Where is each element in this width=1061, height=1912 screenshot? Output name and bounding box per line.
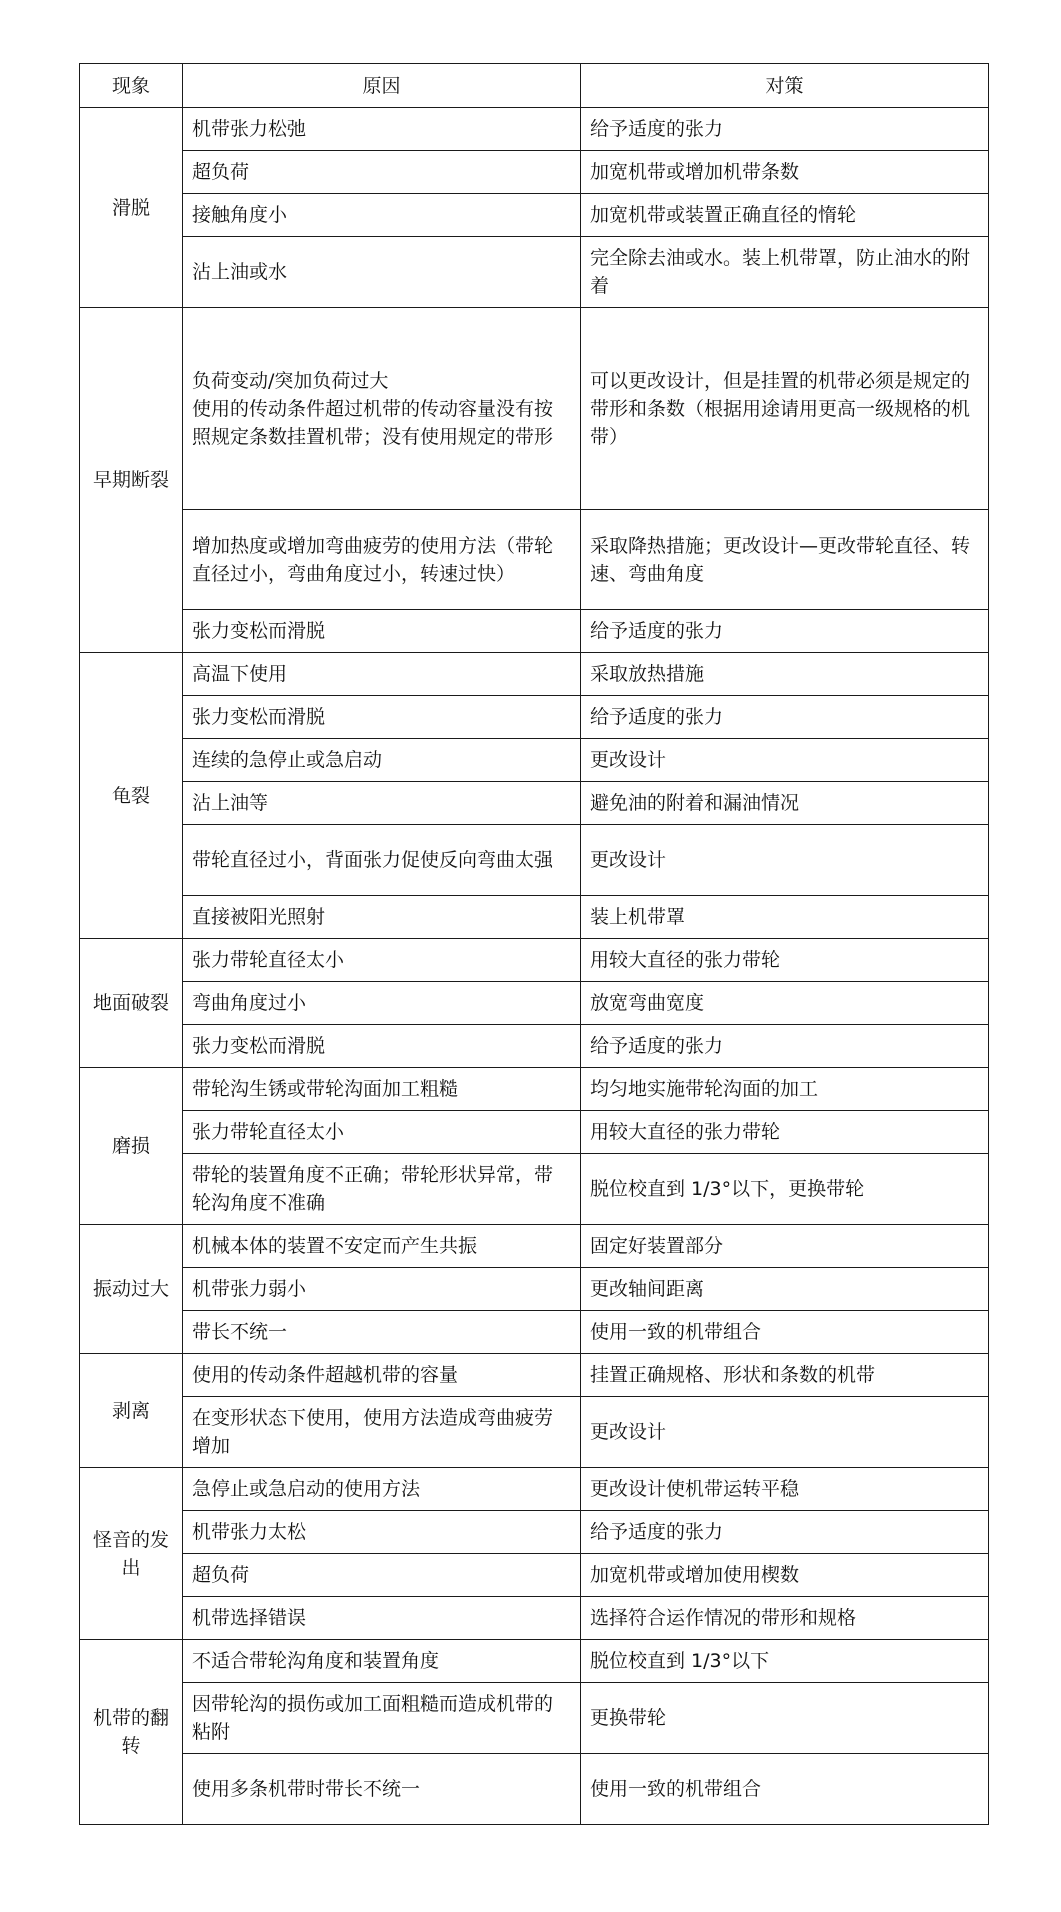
measure-cell: 给予适度的张力	[581, 1511, 989, 1554]
measure-cell: 装上机带罩	[581, 896, 989, 939]
cause-cell: 张力变松而滑脱	[183, 1025, 581, 1068]
table-row	[80, 739, 989, 782]
cause-cell: 带轮直径过小，背面张力促使反向弯曲太强	[183, 825, 581, 896]
header-cause: 原因	[183, 64, 581, 108]
phenomenon-cell: 剥离	[80, 1354, 183, 1468]
table-row	[80, 1111, 989, 1154]
measure-cell: 加宽机带或增加机带条数	[581, 151, 989, 194]
table-row	[80, 1311, 989, 1354]
measure-cell: 更改设计	[581, 1397, 989, 1468]
cause-cell: 张力变松而滑脱	[183, 696, 581, 739]
cause-cell: 弯曲角度过小	[183, 982, 581, 1025]
cause-cell: 带轮的装置角度不正确；带轮形状异常，带轮沟角度不准确	[183, 1154, 581, 1225]
measure-cell: 固定好装置部分	[581, 1225, 989, 1268]
table-row	[80, 982, 989, 1025]
cause-cell: 机带选择错误	[183, 1597, 581, 1640]
phenomenon-cell: 地面破裂	[80, 939, 183, 1068]
measure-cell: 给予适度的张力	[581, 610, 989, 653]
measure-cell: 用较大直径的张力带轮	[581, 939, 989, 982]
phenomenon-cell: 早期断裂	[80, 308, 183, 653]
table-row	[80, 939, 989, 982]
measure-cell: 挂置正确规格、形状和条数的机带	[581, 1354, 989, 1397]
phenomenon-cell: 怪音的发出	[80, 1468, 183, 1640]
measure-cell: 更改设计	[581, 739, 989, 782]
table-row	[80, 1225, 989, 1268]
measure-cell: 避免油的附着和漏油情况	[581, 782, 989, 825]
table-row	[80, 1683, 989, 1754]
cause-cell: 张力带轮直径太小	[183, 1111, 581, 1154]
phenomenon-cell: 振动过大	[80, 1225, 183, 1354]
measure-cell: 给予适度的张力	[581, 108, 989, 151]
table-row	[80, 1397, 989, 1468]
cause-cell: 使用的传动条件超越机带的容量	[183, 1354, 581, 1397]
header-phenomenon: 现象	[80, 64, 183, 108]
phenomenon-cell: 磨损	[80, 1068, 183, 1225]
cause-cell: 超负荷	[183, 1554, 581, 1597]
measure-cell: 完全除去油或水。装上机带罩，防止油水的附着	[581, 237, 989, 308]
cause-cell: 沾上油等	[183, 782, 581, 825]
cause-cell: 增加热度或增加弯曲疲劳的使用方法（带轮直径过小，弯曲角度过小，转速过快）	[183, 510, 581, 610]
measure-cell: 脱位校直到 1/3°以下，更换带轮	[581, 1154, 989, 1225]
troubleshooting-table	[79, 63, 989, 1825]
table-row	[80, 782, 989, 825]
header-measure: 对策	[581, 64, 989, 108]
measure-cell: 采取降热措施；更改设计—更改带轮直径、转速、弯曲角度	[581, 510, 989, 610]
table-row	[80, 151, 989, 194]
phenomenon-cell: 龟裂	[80, 653, 183, 939]
table-row	[80, 1554, 989, 1597]
cause-cell: 高温下使用	[183, 653, 581, 696]
measure-cell: 使用一致的机带组合	[581, 1754, 989, 1825]
table-row	[80, 510, 989, 610]
cause-cell: 机械本体的装置不安定而产生共振	[183, 1225, 581, 1268]
cause-cell: 连续的急停止或急启动	[183, 739, 581, 782]
document-page	[79, 63, 988, 1825]
cause-cell: 在变形状态下使用，使用方法造成弯曲疲劳增加	[183, 1397, 581, 1468]
measure-cell: 脱位校直到 1/3°以下	[581, 1640, 989, 1683]
measure-cell: 给予适度的张力	[581, 696, 989, 739]
table-header-row	[80, 64, 989, 108]
table-row	[80, 1468, 989, 1511]
cause-cell: 张力带轮直径太小	[183, 939, 581, 982]
table-row	[80, 825, 989, 896]
measure-cell: 更改设计	[581, 825, 989, 896]
table-row	[80, 194, 989, 237]
cause-cell: 带轮沟生锈或带轮沟面加工粗糙	[183, 1068, 581, 1111]
table-row	[80, 237, 989, 308]
table-row	[80, 308, 989, 510]
measure-cell: 选择符合运作情况的带形和规格	[581, 1597, 989, 1640]
table-row	[80, 653, 989, 696]
measure-cell: 给予适度的张力	[581, 1025, 989, 1068]
measure-cell: 均匀地实施带轮沟面的加工	[581, 1068, 989, 1111]
measure-cell: 放宽弯曲宽度	[581, 982, 989, 1025]
cause-cell: 不适合带轮沟角度和装置角度	[183, 1640, 581, 1683]
table-row	[80, 1025, 989, 1068]
measure-cell: 加宽机带或装置正确直径的惰轮	[581, 194, 989, 237]
table-row	[80, 1268, 989, 1311]
table-row	[80, 1068, 989, 1111]
cause-cell: 接触角度小	[183, 194, 581, 237]
table-row	[80, 108, 989, 151]
cause-cell: 使用多条机带时带长不统一	[183, 1754, 581, 1825]
measure-cell: 更改轴间距离	[581, 1268, 989, 1311]
measure-cell: 更换带轮	[581, 1683, 989, 1754]
cause-cell: 直接被阳光照射	[183, 896, 581, 939]
table-row	[80, 696, 989, 739]
cause-cell: 机带张力弱小	[183, 1268, 581, 1311]
cause-cell: 因带轮沟的损伤或加工面粗糙而造成机带的粘附	[183, 1683, 581, 1754]
measure-cell: 采取放热措施	[581, 653, 989, 696]
table-row	[80, 1754, 989, 1825]
cause-cell: 沾上油或水	[183, 237, 581, 308]
cause-cell: 机带张力太松	[183, 1511, 581, 1554]
table-row	[80, 610, 989, 653]
cause-cell: 负荷变动/突加负荷过大 使用的传动条件超过机带的传动容量没有按照规定条数挂置机带；没有使用规定的带形	[183, 308, 581, 510]
measure-cell: 加宽机带或增加使用楔数	[581, 1554, 989, 1597]
cause-cell: 带长不统一	[183, 1311, 581, 1354]
table-row	[80, 896, 989, 939]
table-row	[80, 1640, 989, 1683]
table-row	[80, 1154, 989, 1225]
cause-cell: 超负荷	[183, 151, 581, 194]
cause-cell: 急停止或急启动的使用方法	[183, 1468, 581, 1511]
measure-cell: 用较大直径的张力带轮	[581, 1111, 989, 1154]
cause-cell: 张力变松而滑脱	[183, 610, 581, 653]
measure-cell: 可以更改设计，但是挂置的机带必须是规定的带形和条数（根据用途请用更高一级规格的机带）	[581, 308, 989, 510]
table-row	[80, 1354, 989, 1397]
measure-cell: 更改设计使机带运转平稳	[581, 1468, 989, 1511]
cause-cell: 机带张力松弛	[183, 108, 581, 151]
measure-cell: 使用一致的机带组合	[581, 1311, 989, 1354]
phenomenon-cell: 机带的翻转	[80, 1640, 183, 1825]
phenomenon-cell: 滑脱	[80, 108, 183, 308]
table-row	[80, 1597, 989, 1640]
table-row	[80, 1511, 989, 1554]
